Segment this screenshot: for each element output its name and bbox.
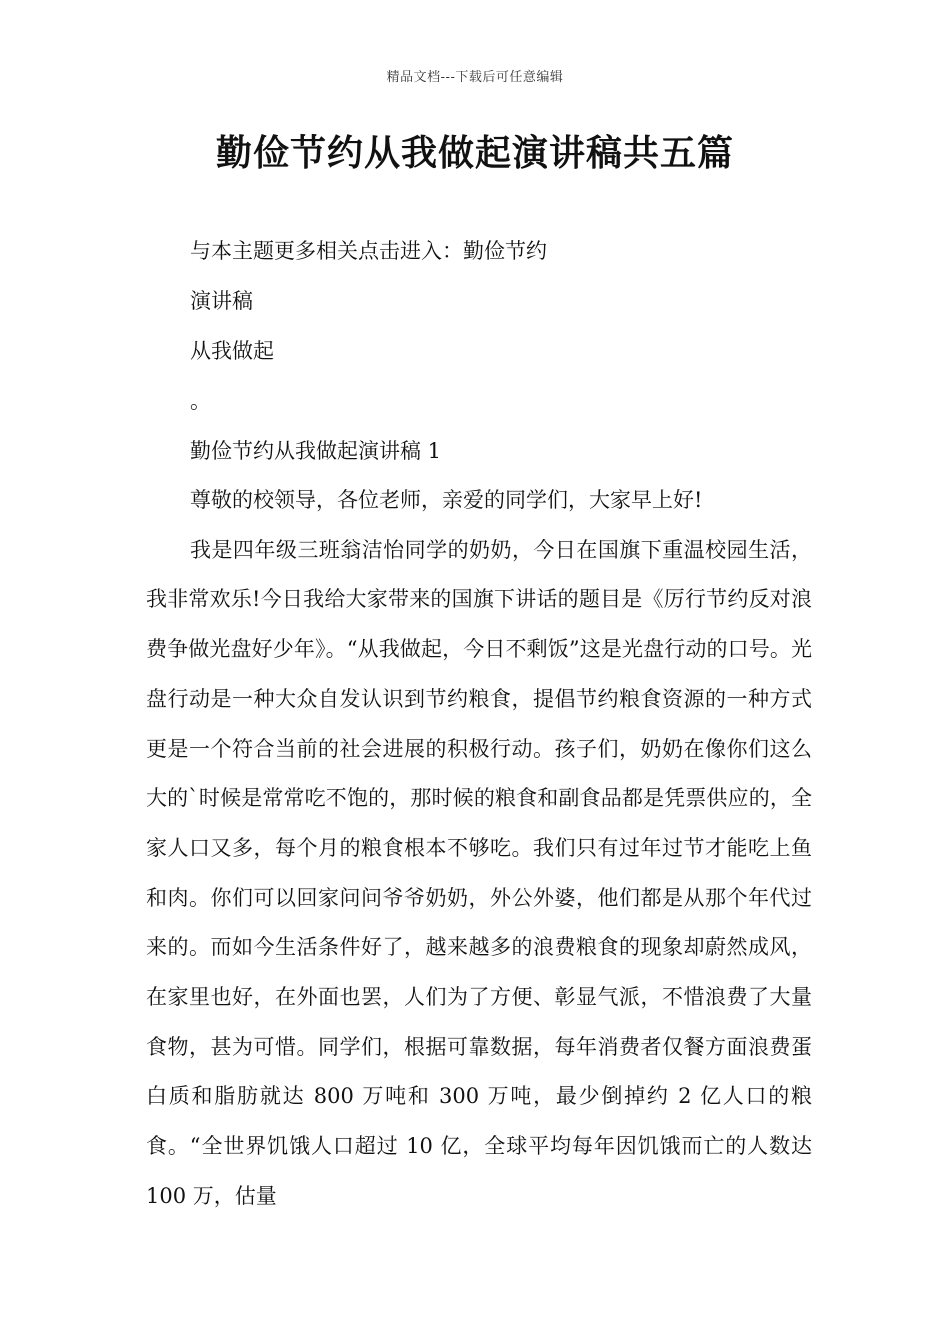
related-topic-line: 与本主题更多相关点击进入：勤俭节约 bbox=[190, 239, 547, 263]
intro-lines bbox=[190, 226, 830, 476]
greeting-paragraph: 尊敬的校领导，各位老师，亲爱的同学们，大家早上好! bbox=[190, 488, 703, 512]
related-topic-start: 从我做起 bbox=[190, 339, 274, 363]
speech-body bbox=[146, 476, 812, 1222]
document-title: 勤俭节约从我做起演讲稿共五篇 bbox=[215, 133, 734, 174]
header-note: 精品文档---下载后可任意编辑 bbox=[386, 70, 564, 85]
related-topic-speech: 演讲稿 bbox=[190, 289, 253, 313]
period-line: 。 bbox=[190, 389, 211, 413]
section-heading: 勤俭节约从我做起演讲稿 1 bbox=[190, 439, 442, 463]
body-paragraph: 我是四年级三班翁洁怡同学的奶奶，今日在国旗下重温校园生活，我非常欢乐!今日我给大家带来的国旗下讲话的题目是《厉行节约反对浪费争做光盘好少年》。“从我做起，今日不剩饭”这是光盘行动的口号。光盘行动是一种大众自发认识到节约粮食，提倡节约粮食资源的一种方式更是一个符合当前的社会进展的积极行动。孩子们，奶奶在像你们这么大的`时候是常常吃不饱的，那时候的粮食和副食品都是凭票供应的，全家人口又多，每个月的粮食根本不够吃。我们只有过年过节才能吃上鱼和肉。你们可以回家问问爷爷奶奶，外公外婆，他们都是从那个年代过来的。而如今生活条件好了，越来越多的浪费粮食的现象却蔚然成风，在家里也好，在外面也罢，人们为了方便、彰显气派，不惜浪费了大量食物，甚为可惜。同学们，根据可靠数据，每年消费者仅餐方面浪费蛋白质和脂肪就达 800 万吨和 300 万吨，最少倒掉约 2 亿人口的粮食。“全世界饥饿人口超过 10 亿，全球平均每年因饥饿而亡的人数达 100 万，估量 bbox=[146, 537, 812, 1208]
